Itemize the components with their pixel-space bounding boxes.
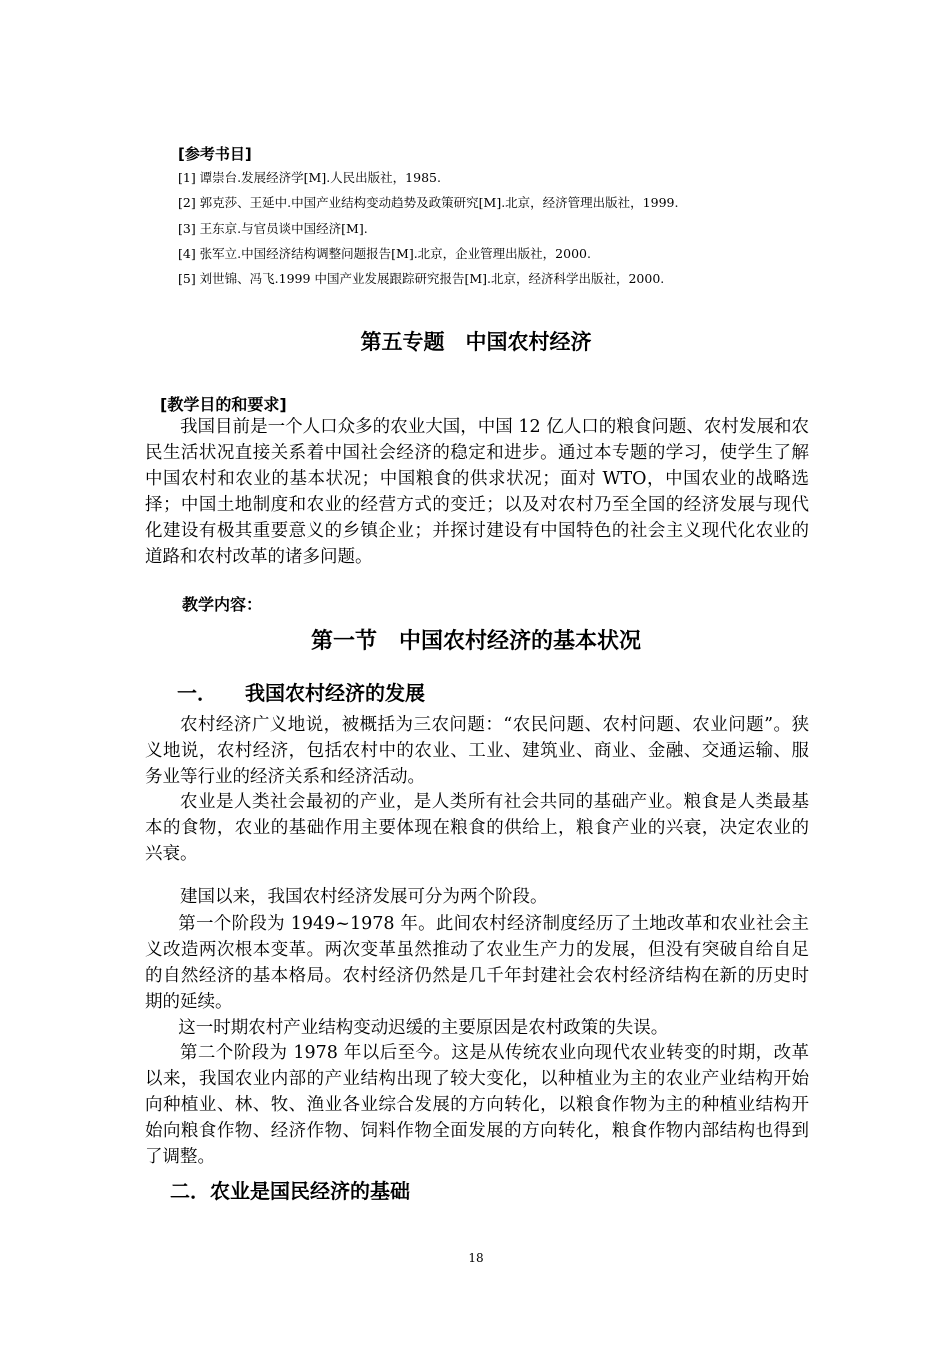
reference-item: [3] 王东京.与官员谈中国经济[M].	[178, 221, 368, 236]
body-paragraph: 农业是人类社会最初的产业，是人类所有社会共同的基础产业。粮食是人类最基本的食物，农业的基础作用主要体现在粮食的供给上，粮食产业的兴衰，决定农业的兴衰。	[145, 792, 809, 864]
page-number: 18	[468, 1251, 484, 1265]
reference-item: [1] 谭崇台.发展经济学[M].人民出版社，1985.	[178, 170, 441, 185]
subsection-title: 我国农村经济的发展	[245, 681, 425, 705]
body-paragraph: 建国以来，我国农村经济发展可分为两个阶段。	[180, 887, 548, 907]
body-paragraph: 这一时期农村产业结构变动迟缓的主要原因是农村政策的失误。	[178, 1018, 669, 1038]
body-paragraph: 第一个阶段为 1949~1978 年。此间农村经济制度经历了土地改革和农业社会主义改造两次根本变革。两次变革虽然推动了农业生产力的发展，但没有突破自给自足的自然经济的基本格局。农村经济仍然是几千年封建社会农村经济结构在新的历史时期的延续。	[145, 914, 809, 1012]
body-paragraph: 第二个阶段为 1978 年以后至今。这是从传统农业向现代农业转变的时期，改革以来，我国农业内部的产业结构出现了较大变化，以种植业为主的农业产业结构开始向种植业、林、牧、渔业各业综合发展的方向转化，以粮食作物为主的种植业结构开始向粮食作物、经济作物、饲料作物全面发展的方向转化，粮食作物内部结构也得到了调整。	[145, 1043, 809, 1167]
references-heading: [参考书目]	[178, 145, 252, 163]
subsection-number: 一．	[177, 681, 217, 705]
subsection-heading: 二．农业是国民经济的基础	[170, 1179, 410, 1203]
objectives-heading: [教学目的和要求]	[160, 395, 287, 414]
subsection-heading	[177, 677, 425, 706]
topic-title: 第五专题 中国农村经济	[360, 330, 592, 354]
reference-item: [4] 张军立.中国经济结构调整问题报告[M].北京，企业管理出版社，2000.	[178, 246, 591, 261]
objectives-paragraph: 我国目前是一个人口众多的农业大国，中国 12 亿人口的粮食问题、农村发展和农民生活状况直接关系着中国社会经济的稳定和进步。通过本专题的学习，使学生了解中国农村和农业的基本状况；中国粮食的供求状况；面对 WTO，中国农业的战略选择；中国土地制度和农业的经营方式的变迁；以及对农村乃至全国的经济发展与现代化建设有极其重要意义的乡镇企业；并探讨建设有中国特色的社会主义现代化农业的道路和农村改革的诸多问题。	[145, 417, 809, 567]
body-paragraph: 农村经济广义地说，被概括为三农问题：“农民问题、农村问题、农业问题”。狭义地说，农村经济，包括农村中的农业、工业、建筑业、商业、金融、交通运输、服务业等行业的经济关系和经济活动。	[145, 715, 809, 787]
reference-item: [2] 郭克莎、王延中.中国产业结构变动趋势及政策研究[M].北京，经济管理出版社，1999.	[178, 195, 679, 210]
teaching-content-label: 教学内容：	[182, 595, 263, 614]
reference-item: [5] 刘世锦、冯飞.1999 中国产业发展跟踪研究报告[M].北京，经济科学出版社，2000.	[178, 271, 665, 286]
section-title: 第一节 中国农村经济的基本状况	[310, 629, 641, 654]
